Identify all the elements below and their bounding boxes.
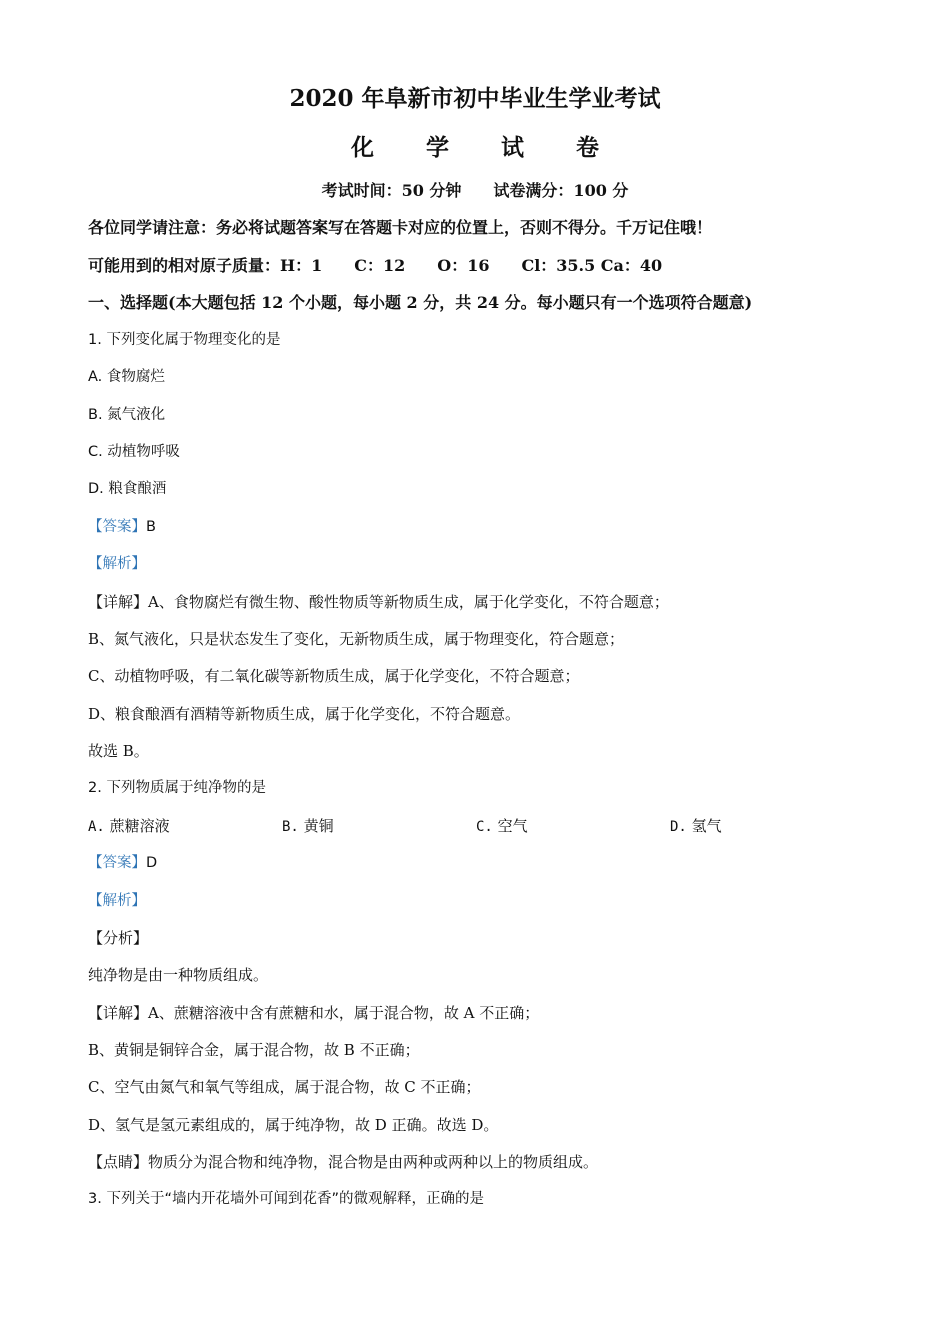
notice-text: 各位同学请注意：务必将试题答案写在答题卡对应的位置上，否则不得分。千万记住哦！ xyxy=(88,218,713,237)
question-1-detail-line: C、动植物呼吸，有二氧化碳等新物质生成，属于化学变化，不符合题意； xyxy=(88,667,580,685)
exam-info: 考试时间：50 分钟 试卷满分：100 分 xyxy=(321,181,629,200)
question-3-stem: 3. 下列关于“墙内开花墙外可闻到花香”的微观解释，正确的是 xyxy=(88,1191,484,1207)
question-2-option-c: C. 空气 xyxy=(476,817,528,835)
question-1-conclusion: 故选 B。 xyxy=(88,742,149,760)
question-2-option-d: D. 氢气 xyxy=(670,817,722,835)
question-1-option-a: A. 食物腐烂 xyxy=(88,369,165,385)
question-2-detail-line: D、氢气是氢元素组成的，属于纯净物，故 D 正确。故选 D。 xyxy=(88,1116,499,1134)
question-1-detail: 【详解】A、食物腐烂有微生物、酸性物质等新物质生成，属于化学变化，不符合题意； xyxy=(88,593,669,611)
question-2-answer xyxy=(88,853,157,873)
question-1-option-c: C. 动植物呼吸 xyxy=(88,444,180,460)
question-2-option-b: B. 黄铜 xyxy=(282,817,334,835)
question-2-analysis-tag: 【解析】 xyxy=(88,893,146,909)
question-2-analysis-text: 纯净物是由一种物质组成。 xyxy=(88,966,269,984)
question-1-stem: 1. 下列变化属于物理变化的是 xyxy=(88,332,281,348)
question-1-option-b: B. 氮气液化 xyxy=(88,407,166,423)
question-1-analysis-tag: 【解析】 xyxy=(88,556,146,572)
question-2-detail-line: B、黄铜是铜锌合金，属于混合物，故 B 不正确； xyxy=(88,1041,420,1059)
question-2-option-a: A. 蔗糖溶液 xyxy=(88,817,170,835)
question-2-detail-line: C、空气由氮气和氧气等组成，属于混合物，故 C 不正确； xyxy=(88,1078,481,1096)
question-1-answer xyxy=(88,517,156,537)
section-title: 一、选择题(本大题包括 12 个小题，每小题 2 分，共 24 分。每小题只有一个选项符合题意) xyxy=(88,293,753,312)
answer-value: D xyxy=(146,855,158,871)
question-1-detail-line: D、粮食酿酒有酒精等新物质生成，属于化学变化，不符合题意。 xyxy=(88,705,521,723)
question-1-option-d: D. 粮食酿酒 xyxy=(88,481,167,497)
question-2-options xyxy=(88,816,868,836)
question-2-analysis-head: 【分析】 xyxy=(88,929,149,947)
answer-tag: 【答案】 xyxy=(88,519,146,535)
answer-tag: 【答案】 xyxy=(88,855,146,871)
subject-title: 化学试卷 xyxy=(351,134,651,161)
answer-value: B xyxy=(146,519,156,535)
question-2-key-point: 【点睛】物质分为混合物和纯净物，混合物是由两种或两种以上的物质组成。 xyxy=(88,1153,599,1171)
question-2-stem: 2. 下列物质属于纯净物的是 xyxy=(88,780,266,796)
exam-title: 2020 年阜新市初中毕业生学业考试 xyxy=(289,85,661,112)
question-1-detail-line: B、氮气液化，只是状态发生了变化，无新物质生成，属于物理变化，符合题意； xyxy=(88,630,625,648)
atomic-masses: 可能用到的相对原子质量：H：1 C：12 O：16 Cl：35.5 Ca：40 xyxy=(88,256,663,275)
question-2-detail: 【详解】A、蔗糖溶液中含有蔗糖和水，属于混合物，故 A 不正确； xyxy=(88,1004,540,1022)
